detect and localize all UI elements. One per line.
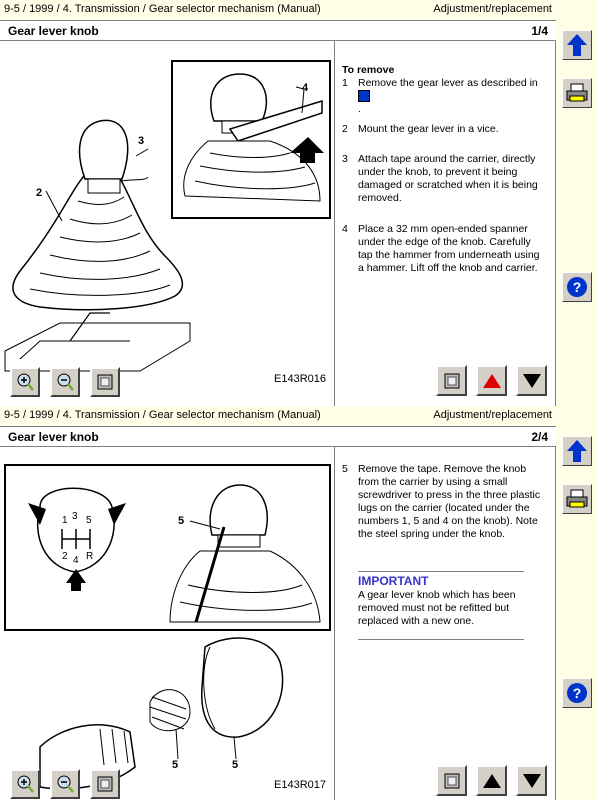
step-number: 2 bbox=[342, 123, 348, 135]
category-label: Adjustment/replacement bbox=[433, 409, 552, 421]
fit-page-icon bbox=[96, 373, 114, 391]
print-button[interactable] bbox=[562, 484, 592, 514]
step-number: 5 bbox=[342, 463, 348, 475]
previous-page-icon bbox=[482, 372, 502, 390]
figure-code: E143R016 bbox=[274, 373, 326, 385]
instructions-column bbox=[336, 447, 555, 800]
manual-page-2 bbox=[0, 406, 597, 800]
title-bar bbox=[0, 20, 556, 41]
step-text: Attach tape around the carrier, directly under the knob, to prevent it being damaged or scratched when it is being removed. bbox=[358, 153, 538, 204]
gear-lever-illustration bbox=[0, 41, 335, 406]
page-number: 1/4 bbox=[531, 24, 548, 38]
step-text: Remove the tape. Remove the knob from the carrier by using a small screwdriver to press in the three plastic lugs on the carrier (located under the numbers 1, 5 and 4 on the knob). Note the steel spring under the knob. bbox=[358, 463, 541, 540]
callout-5a: 5 bbox=[178, 515, 185, 527]
shift-label-3: 3 bbox=[72, 511, 78, 522]
header-bar bbox=[0, 0, 556, 20]
important-text: A gear lever knob which has been removed must not be refitted but replaced with a new one. bbox=[358, 589, 516, 627]
fit-page-button[interactable] bbox=[90, 769, 120, 799]
fit-page-icon bbox=[96, 775, 114, 793]
step-text: Place a 32 mm open-ended spanner under the edge of the knob. Carefully tap the hammer from underneath using a hammer. Lift off the knob and carrier. bbox=[358, 223, 540, 274]
fit-page-button-2[interactable] bbox=[436, 365, 467, 396]
zoom-out-button[interactable] bbox=[50, 769, 80, 799]
divider bbox=[358, 571, 524, 572]
next-page-button[interactable] bbox=[516, 765, 547, 796]
previous-page-button[interactable] bbox=[476, 365, 507, 396]
step-number: 3 bbox=[342, 153, 348, 165]
header-bar bbox=[0, 406, 556, 426]
section-heading: To remove bbox=[342, 64, 395, 76]
content-area bbox=[0, 447, 556, 800]
previous-page-icon bbox=[482, 772, 502, 790]
sidebar bbox=[556, 426, 597, 800]
zoom-in-button[interactable] bbox=[10, 367, 40, 397]
instructions-column bbox=[336, 41, 555, 406]
callout-5b: 5 bbox=[172, 759, 179, 771]
shift-label-r: R bbox=[86, 551, 94, 562]
step-text-suffix: . bbox=[358, 103, 361, 115]
callout-3: 3 bbox=[138, 135, 145, 147]
shift-label-2: 2 bbox=[62, 551, 68, 562]
zoom-in-icon bbox=[15, 774, 35, 794]
up-arrow-icon bbox=[566, 439, 588, 463]
callout-4: 4 bbox=[302, 82, 309, 94]
zoom-out-icon bbox=[55, 372, 75, 392]
step-text-body: Remove the gear lever as described in bbox=[358, 77, 538, 89]
zoom-in-icon bbox=[15, 372, 35, 392]
content-area bbox=[0, 41, 556, 406]
previous-page-button[interactable] bbox=[476, 765, 507, 796]
help-button[interactable] bbox=[562, 678, 592, 708]
breadcrumb: 9-5 / 1999 / 4. Transmission / Gear selector mechanism (Manual) bbox=[4, 3, 321, 15]
svg-text:?: ? bbox=[572, 685, 582, 701]
next-page-icon bbox=[522, 772, 542, 790]
up-level-button[interactable] bbox=[562, 436, 592, 466]
step-text bbox=[358, 77, 546, 116]
zoom-out-icon bbox=[55, 774, 75, 794]
print-icon bbox=[566, 489, 588, 509]
next-page-button[interactable] bbox=[516, 365, 547, 396]
shift-label-1: 1 bbox=[62, 515, 68, 526]
illustration-panel bbox=[0, 41, 335, 406]
divider bbox=[358, 639, 524, 640]
zoom-out-button[interactable] bbox=[50, 367, 80, 397]
knob-removal-illustration bbox=[0, 447, 335, 800]
zoom-in-button[interactable] bbox=[10, 769, 40, 799]
step-number: 4 bbox=[342, 223, 348, 235]
illustration-panel bbox=[0, 447, 335, 800]
help-button[interactable] bbox=[562, 272, 592, 302]
fit-page-button[interactable] bbox=[90, 367, 120, 397]
step-text: Mount the gear lever in a vice. bbox=[358, 123, 499, 135]
help-icon bbox=[566, 682, 588, 704]
svg-text:?: ? bbox=[572, 279, 582, 295]
page-title: Gear lever knob bbox=[8, 430, 99, 444]
callout-5c: 5 bbox=[232, 759, 239, 771]
step-number: 1 bbox=[342, 77, 348, 89]
fit-page-icon bbox=[443, 372, 461, 390]
next-page-icon bbox=[522, 372, 542, 390]
up-arrow-icon bbox=[566, 33, 588, 57]
sidebar bbox=[556, 20, 597, 406]
page-title: Gear lever knob bbox=[8, 24, 99, 38]
category-label: Adjustment/replacement bbox=[433, 3, 552, 15]
callout-2: 2 bbox=[36, 187, 43, 199]
fit-page-icon bbox=[443, 772, 461, 790]
shift-label-5: 5 bbox=[86, 515, 92, 526]
title-bar bbox=[0, 426, 556, 447]
link-arrow-icon[interactable] bbox=[358, 90, 370, 102]
figure-code: E143R017 bbox=[274, 779, 326, 791]
fit-page-button-2[interactable] bbox=[436, 765, 467, 796]
up-level-button[interactable] bbox=[562, 30, 592, 60]
shift-label-4: 4 bbox=[73, 555, 79, 566]
help-icon bbox=[566, 276, 588, 298]
print-icon bbox=[566, 83, 588, 103]
page-number: 2/4 bbox=[531, 430, 548, 444]
important-heading: IMPORTANT bbox=[358, 574, 429, 588]
breadcrumb: 9-5 / 1999 / 4. Transmission / Gear selector mechanism (Manual) bbox=[4, 409, 321, 421]
print-button[interactable] bbox=[562, 78, 592, 108]
